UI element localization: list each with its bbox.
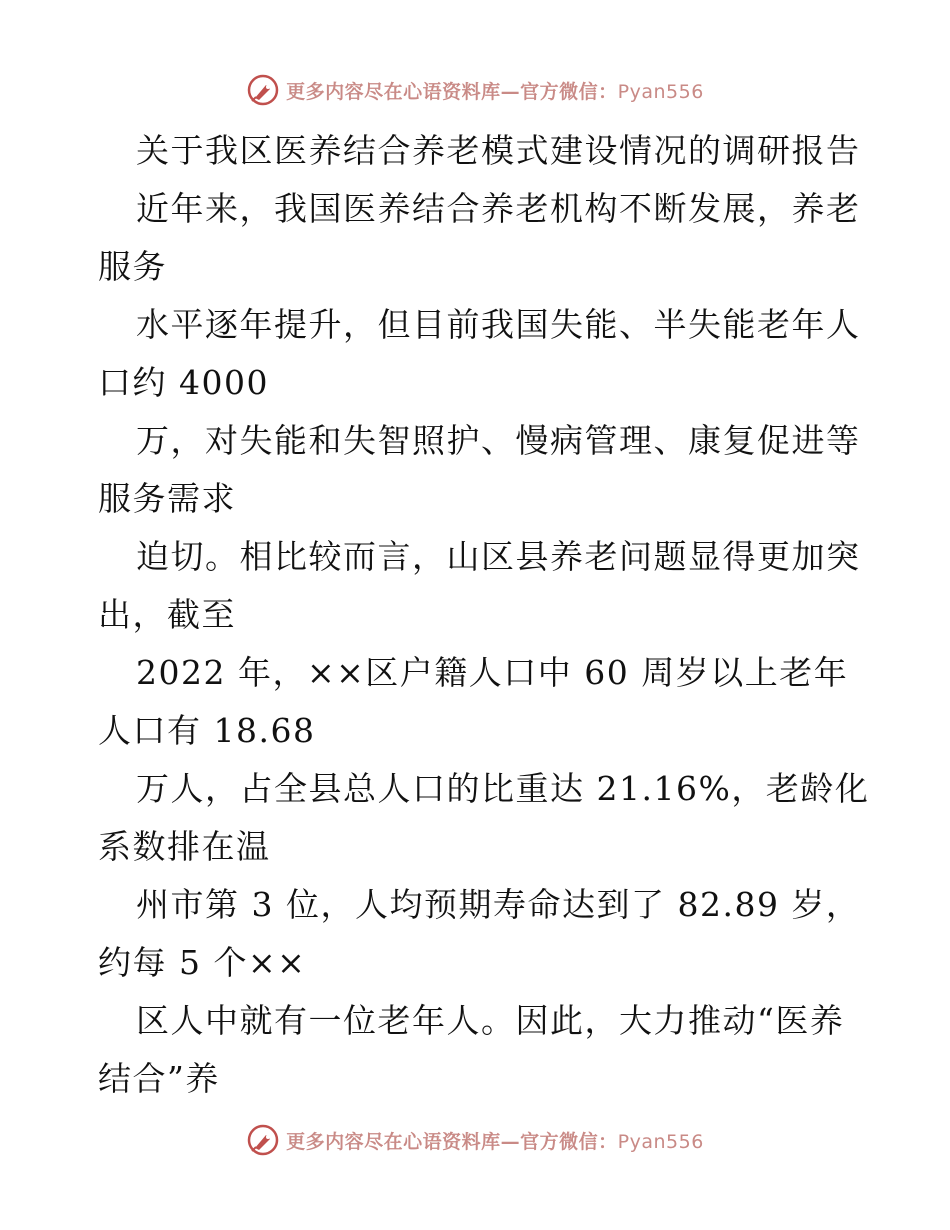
header-watermark: [0, 70, 950, 110]
paragraph-line: 口约 4000: [98, 363, 269, 402]
paragraph-line: 人口有 18.68: [98, 711, 316, 750]
paragraph-line: 服务: [98, 247, 167, 286]
paragraph-line: 区人中就有一位老年人。因此，大力推动“医养: [136, 1001, 845, 1040]
watermark-text: [286, 1127, 704, 1154]
paragraph-line: 州市第 3 位，人均预期寿命达到了 82.89 岁，: [136, 885, 861, 924]
document-title: 关于我区医养结合养老模式建设情况的调研报告: [136, 131, 861, 170]
paragraph-line: 万，对失能和失智照护、慢病管理、康复促进等: [136, 421, 861, 460]
paragraph-line: 万人，占全县总人口的比重达 21.16%，老龄化: [136, 769, 870, 808]
document-body: [98, 122, 870, 1108]
paragraph-line: 迫切。相比较而言，山区县养老问题显得更加突: [136, 537, 861, 576]
watermark-label: 更多内容尽在心语资料库—官方微信：: [286, 80, 618, 103]
watermark-handle: Pyan556: [617, 1130, 704, 1153]
paragraph-line: 系数排在温: [98, 827, 271, 866]
pen-nib-logo-icon: [246, 1123, 280, 1157]
footer-watermark: [0, 1120, 950, 1160]
paragraph-line: 水平逐年提升，但目前我国失能、半失能老年人: [136, 305, 861, 344]
watermark-text: [286, 77, 704, 104]
paragraph-line: 约每 5 个××: [98, 943, 307, 982]
paragraph-line: 出，截至: [98, 595, 236, 634]
pen-nib-logo-icon: [246, 73, 280, 107]
paragraph-line: 2022 年，××区户籍人口中 60 周岁以上老年: [136, 653, 849, 692]
paragraph-line: 结合”养: [98, 1059, 220, 1098]
paragraph-line: 服务需求: [98, 479, 236, 518]
paragraph-line: 近年来，我国医养结合养老机构不断发展，养老: [136, 189, 861, 228]
watermark-handle: Pyan556: [617, 80, 704, 103]
watermark-label: 更多内容尽在心语资料库—官方微信：: [286, 1130, 618, 1153]
